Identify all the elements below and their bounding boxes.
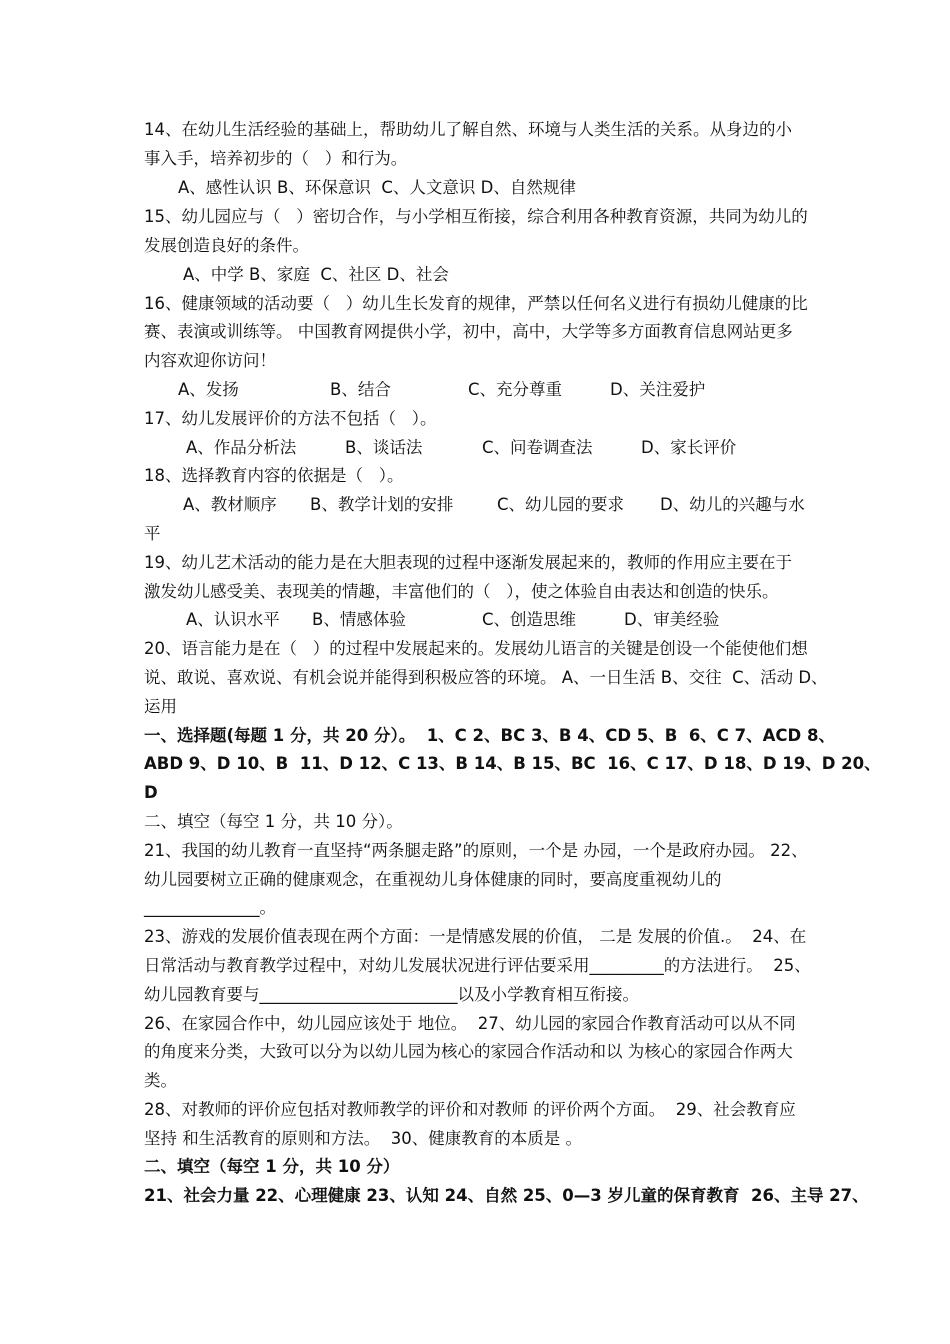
answers-section1-line-3: D [144,783,158,802]
q17-option-a: A、作品分析法 [186,438,297,457]
q17-options [144,433,814,462]
q15-text-line-2: 发展创造良好的条件。 [144,236,309,255]
q19-text-line-2: 激发幼儿感受美、表现美的情趣，丰富他们的（ ），使之体验自由表达和创造的快乐。 [144,582,779,601]
q16-option-b: B、结合 [330,380,391,399]
q14-text-line-1: 14、在幼儿生活经验的基础上，帮助幼儿了解自然、环境与人类生活的关系。从身边的小 [144,120,792,139]
answers-section2-line-1: 21、社会力量 22、心理健康 23、认知 24、自然 25、0—3 岁儿童的保育教育 26、主导 27、 [144,1186,869,1205]
q27-text-line-3: 类。 [144,1071,177,1090]
q16-text-line-1: 16、健康领域的活动要（ ）幼儿生长发育的规律，严禁以任何名义进行有损幼儿健康的比 [144,294,808,313]
q17-option-b: B、谈话法 [345,438,423,457]
q18-option-b: B、教学计划的安排 [310,495,454,514]
q15-options: A、中学 B、家庭 C、社区 D、社会 [183,265,449,284]
q16-option-c: C、充分尊重 [468,380,563,399]
q23-text: 23、游戏的发展价值表现在两个方面：一是情感发展的价值， 二是 发展的价值.。 24、在 [144,927,807,946]
q22-blank: ______________。 [144,898,276,917]
q24-text: 日常活动与教育教学过程中，对幼儿发展状况进行评估要采用_________的方法进行。 25、 [144,956,811,975]
q18-option-d: D、幼儿的兴趣与水 [660,495,805,514]
section2-heading: 二、填空（每空 1 分，共 10 分）。 [144,812,403,831]
q20-text-line-2: 说、敢说、喜欢说、有机会说并能得到积极应答的环境。 A、一日生活 B、交往 C、活动 D、 [144,668,828,687]
q18-option-c: C、幼儿园的要求 [497,495,625,514]
q17-option-c: C、问卷调查法 [482,438,593,457]
q15-text-line-1: 15、幼儿园应与（ ）密切合作，与小学相互衔接，综合利用各种教育资源，共同为幼儿的 [144,207,808,226]
q18-text: 18、选择教育内容的依据是（ ）。 [144,466,404,485]
q16-text-line-3: 内容欢迎你访问！ [144,351,276,370]
q26-q27-text-line-1: 26、在家园合作中，幼儿园应该处于 地位。 27、幼儿园的家园合作教育活动可以从不同 [144,1014,796,1033]
q16-option-a: A、发扬 [178,380,239,399]
q19-option-c: C、创造思维 [482,610,577,629]
q16-options [144,375,814,404]
q14-options: A、感性认识 B、环保意识 C、人文意识 D、自然规律 [178,178,576,197]
q18-option-a: A、教材顺序 [183,495,277,514]
q19-option-d: D、审美经验 [624,610,720,629]
q19-text-line-1: 19、幼儿艺术活动的能力是在大胆表现的过程中逐渐发展起来的，教师的作用应主要在于 [144,553,792,572]
q20-text-line-1: 20、语言能力是在（ ）的过程中发展起来的。发展幼儿语言的关键是创设一个能使他们想 [144,639,808,658]
q19-option-b: B、情感体验 [312,610,406,629]
q16-text-line-2: 赛、表演或训练等。 中国教育网提供小学，初中，高中，大学等多方面教育信息网站更多 [144,322,793,341]
q14-text-line-2: 事入手，培养初步的（ ）和行为。 [144,149,408,168]
q22-text: 幼儿园要树立正确的健康观念，在重视幼儿身体健康的同时，要高度重视幼儿的 [144,870,722,889]
q27-text-line-2: 的角度来分类，大致可以分为以幼儿园为核心的家园合作活动和以 为核心的家园合作两大 [144,1042,793,1061]
q17-text: 17、幼儿发展评价的方法不包括（ ）。 [144,409,437,428]
q28-q29-text-line-1: 28、对教师的评价应包括对教师教学的评价和对教师 的评价两个方面。 29、社会教育应 [144,1100,796,1119]
answers-section2-heading: 二、填空（每空 1 分，共 10 分） [144,1157,400,1176]
q29-q30-text-line-2: 坚持 和生活教育的原则和方法。 30、健康教育的本质是 。 [144,1129,582,1148]
answers-section1-line-1: 一、选择题(每题 1 分，共 20 分）。 1、C 2、BC 3、B 4、CD 5、B 6、C 7、ACD 8、 [144,726,835,745]
q20-text-line-3: 运用 [144,697,177,716]
q17-option-d: D、家长评价 [641,438,737,457]
q19-option-a: A、认识水平 [186,610,280,629]
q21-text: 21、我国的幼儿教育一直坚持“两条腿走路”的原则，一个是 办园，一个是政府办园。 22、 [144,841,808,860]
answers-section1-line-2: ABD 9、D 10、B 11、D 12、C 13、B 14、B 15、BC 16、C 17、D 18、D 19、D 20、 [144,754,881,773]
q19-options [144,605,814,634]
q16-option-d: D、关注爱护 [610,380,706,399]
q18-option-d-continued: 平 [144,524,161,543]
q18-options [144,490,814,519]
q25-text: 幼儿园教育要与________________________以及小学教育相互衔接。 [144,985,639,1004]
